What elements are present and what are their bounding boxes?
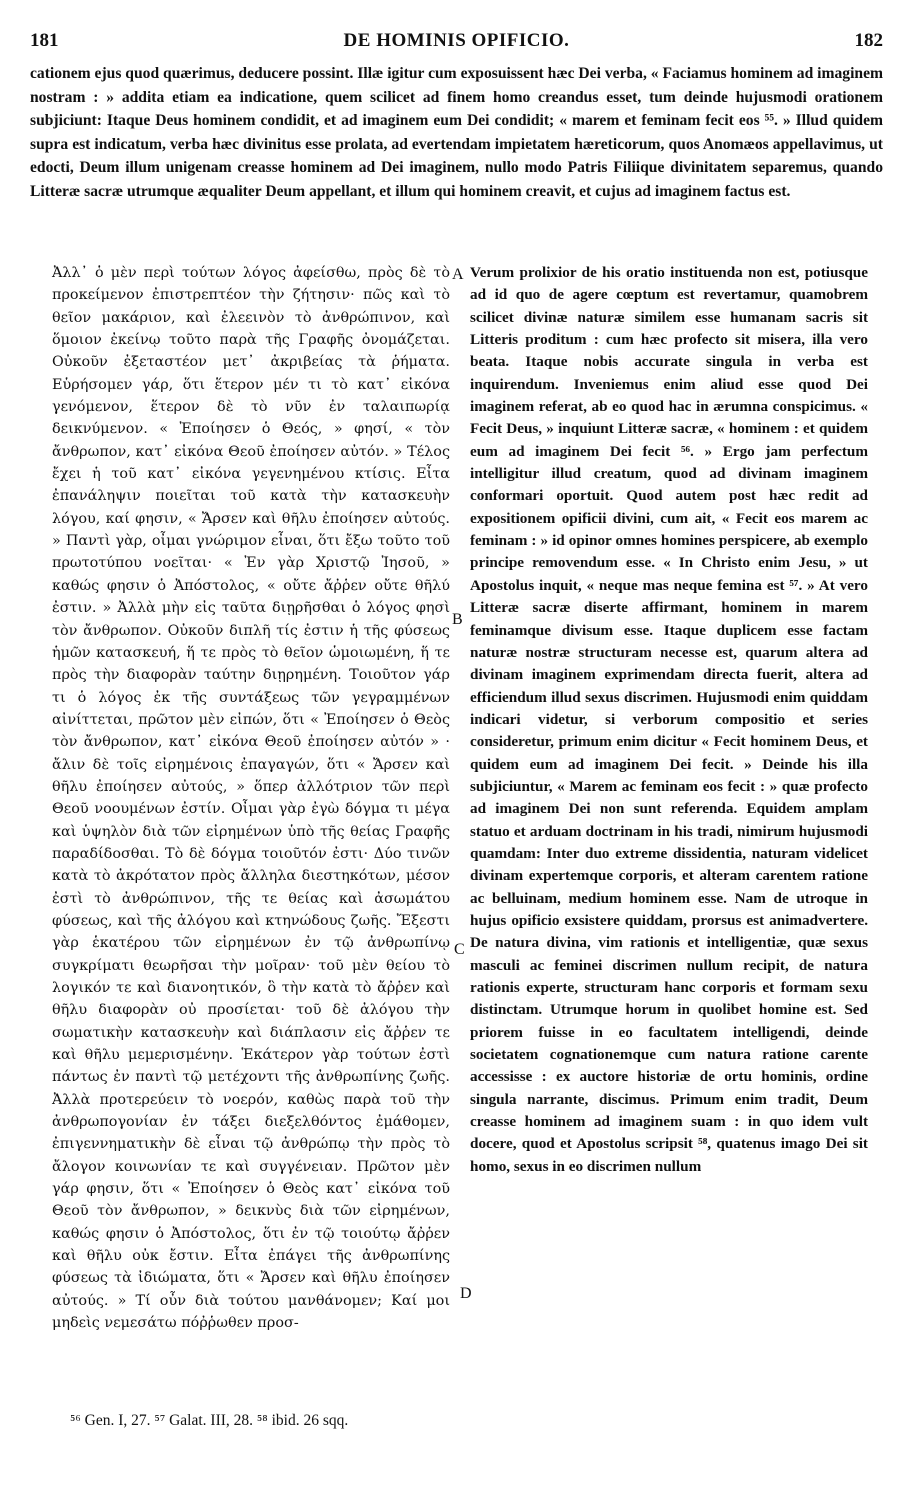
page-number-left: 181: [30, 30, 59, 51]
intro-paragraph: cationem ejus quod quærimus, deducere possint. Illæ igitur cum exposuissent hæc Dei verba, « Faciamus hominem ad imaginem nostram : » addita etiam ea indicatione, quem scilicet ad finem homo creandus esset, tum deinde hujusmodi orationem subjiciunt: Itaque Deus hominem condidit, et ad imaginem eum Dei condidit; « marem et feminam fecit eos ⁵⁵. » Illud quidem supra est indicatum, verba hæc divinitus esse prolata, ad evertendam impietatem hæreticorum, quos Anomæos appellavimus, ut edocti, Deum illum unigenam creasse hominem ad Dei imaginem, nullo modo Patris Filiique divinitatem separemus, quando Litteræ sacræ utrumque æqualiter Deum appellant, et illum qui hominem creavit, et cujus ad imaginem factus est.: [30, 65, 883, 200]
section-marker-a: A: [452, 266, 464, 283]
footnotes: ⁵⁶ Gen. I, 27. ⁵⁷ Galat. III, 28. ⁵⁸ ibid. 26 sqq.: [70, 1412, 349, 1429]
page-number-right: 182: [854, 30, 883, 51]
running-title: DE HOMINIS OPIFICIO.: [343, 30, 570, 51]
section-marker-c: C: [454, 941, 465, 958]
latin-column: Verum prolixior de his oratio instituenda non est, potiusque ad id quo de agere cœptum est revertamur, quamobrem scilicet divinæ naturæ similem esse humanam sacris sit Litteris proditum : cum hæc profecto sit misera, illa vero beata. Itaque nobis accurate singula in verba est inquirendum. Inveniemus enim aliud esse quod Dei imaginem referat, ab eo quod hac in ærumna conspicimus. « Fecit Deus, » inquiunt Litteræ sacræ, « hominem : et quidem eum ad imaginem Dei fecit ⁵⁶. » Ergo jam perfectum intelligitur illud creatum, quod ad divinam imaginem conformari oportuit. Quod autem post hæc redit ad expositionem opificii divini, cum ait, « Fecit eos marem ac feminam : » id opinor omnes homines perspicere, ab exemplo principe removendum esse. « In Christo enim Jesu, » ut Apostolus inquit, « neque mas neque femina est ⁵⁷. » At vero Litteræ sacræ diserte affirmant, hominem in marem feminamque divisum esse. Itaque duplicem esse factam naturæ nostræ structuram necesse est, quarum altera ad divinam imaginem exprimendam directa fuerit, altera ad efficiendum illud sexus discrimen. Hujusmodi enim quiddam indicari videtur, si verborum compositio et series consideretur, primum enim dicitur « Fecit hominem Deus, et quidem eum ad imaginem Dei fecit. » Deinde his illa subjiciuntur, « Marem ac feminam eos fecit : » quæ profecto ad imaginem Dei non sunt referenda. Equidem amplam statuo et arduam doctrinam in his tradi, nimirum hujusmodi quamdam: Inter duo extreme dissidentia, naturam videlicet divinam expertemque corporis, et alteram carentem ratione ac belluinam, medium hominem esse. Nam de utroque in hujus opificio exsistere quiddam, prorsus est animadvertere. De natura divina, vim rationis et intelligentiæ, quæ sexus masculi ac feminei discrimen nullum recipit, de natura rationis experte, structuram hanc corporis et formam sexu distinctam. Utrumque horum in quolibet homine est. Sed priorem fuisse in eo facultatem intelligendi, deinde societatem cognationemque cum natura ratione carente accessisse : ex auctore historiæ de ortu hominis, ordine singula narrante, discimus. Primum enim tradit, Deum creasse hominem ad imaginem suam : in quo idem vult docere, quod et Apostolus scripsit ⁵⁸, quatenus imago Dei sit homo, sexus in eo discrimen nullum: [470, 264, 868, 1175]
page-header: [30, 30, 883, 56]
section-marker-b: B: [452, 611, 463, 628]
greek-column: Ἀλλ᾽ ὁ μὲν περὶ τούτων λόγος ἀφείσθω, πρὸς δὲ τὸ προκείμενον ἐπιστρεπτέον τὴν ζήτησιν· πῶς καὶ τὸ θεῖον μακάριον, καὶ ἐλεεινὸν τὸ ἀνθρώπινον, καὶ ὅμοιον ἐκείνῳ τοῦτο παρὰ τῆς Γραφῆς ὀνομάζεται. Οὐκοῦν ἐξεταστέον μετ᾽ ἀκριβείας τὰ ῥήματα. Εὑρήσομεν γάρ, ὅτι ἕτερον μέν τι τὸ κατ᾽ εἰκόνα γενόμενον, ἕτερον δὲ τὸ νῦν ἐν ταλαιπωρίᾳ δεικνύμενον. « Ἐποίησεν ὁ Θεός, » φησί, « τὸν ἄνθρωπον, κατ᾽ εἰκόνα Θεοῦ ἐποίησεν αὐτόν. » Τέλος ἔχει ἡ τοῦ κατ᾽ εἰκόνα γεγενημένου κτίσις. Εἶτα ἐπανάληψιν ποιεῖται τοῦ κατὰ τὴν κατασκευὴν λόγου, καί φησιν, « Ἄρσεν καὶ θῆλυ ἐποίησεν αὐτούς. » Παντὶ γὰρ, οἶμαι γνώριμον εἶναι, ὅτι ἔξω τοῦτο τοῦ πρωτοτύπου νοεῖται· « Ἐν γὰρ Χριστῷ Ἰησοῦ, » καθώς φησιν ὁ Ἀπόστολος, « οὔτε ἄῤῥεν οὔτε θῆλύ ἐστιν. » Ἀλλὰ μὴν εἰς ταῦτα διῃρῆσθαι ὁ λόγος φησὶ τὸν ἄνθρωπον. Οὐκοῦν διπλῆ τίς ἐστιν ἡ τῆς φύσεως ἡμῶν κατασκευή, ἥ τε πρὸς τὸ θεῖον ὡμοιωμένη, ἥ τε πρὸς τὴν διαφορὰν ταύτην διῃρημένη. Τοιοῦτον γάρ τι ὁ λόγος ἐκ τῆς συντάξεως τῶν γεγραμμένων αἰνίττεται, πρῶτον μὲν εἰπών, ὅτι « Ἐποίησεν ὁ Θεὸς τὸν ἄνθρωπον, κατ᾽ εἰκόνα Θεοῦ ἐποίησεν αὐτόν » · ἄλιν δὲ τοῖς εἰρημένοις ἐπαγαγών, ὅτι « Ἄρσεν καὶ θῆλυ ἐποίησεν αὐτούς, » ὅπερ ἀλλότριον τῶν περὶ Θεοῦ νοουμένων ἐστίν. Οἶμαι γὰρ ἐγὼ δόγμα τι μέγα καὶ ὑψηλὸν διὰ τῶν εἰρημένων ὑπὸ τῆς θείας Γραφῆς παραδίδοσθαι. Τὸ δὲ δόγμα τοιοῦτόν ἐστι· Δύο τινῶν κατὰ τὸ ἀκρότατον πρὸς ἄλληλα διεστηκότων, μέσον ἐστὶ τὸ ἀνθρώπινον, τῆς τε θείας καὶ ἀσωμάτου φύσεως, καὶ τῆς ἀλόγου καὶ κτηνώδους ζωῆς. Ἔξεστι γὰρ ἑκατέρου τῶν εἰρημένων ἐν τῷ ἀνθρωπίνῳ συγκρίματι θεωρῆσαι τὴν μοῖραν· τοῦ μὲν θείου τὸ λογικόν τε καὶ διανοητικόν, ὃ τὴν κατὰ τὸ ἄῤῥεν καὶ θῆλυ διαφορὰν οὐ προσίεται· τοῦ δὲ ἀλόγου τὴν σωματικὴν κατασκευὴν καὶ διάπλασιν εἰς ἄῤῥεν τε καὶ θῆλυ μεμερισμένην. Ἑκάτερον γὰρ τούτων ἐστὶ πάντως ἐν παντὶ τῷ μετέχοντι τῆς ἀνθρωπίνης ζωῆς. Ἀλλὰ προτερεύειν τὸ νοερόν, καθὼς παρὰ τοῦ τὴν ἀνθρωπογονίαν ἐν τάξει διεξελθόντος ἐμάθομεν, ἐπιγεννηματικὴν δὲ εἶναι τῷ ἀνθρώπῳ τὴν πρὸς τὸ ἄλογον κοινωνίαν τε καὶ συγγένειαν. Πρῶτον μὲν γάρ φησιν, ὅτι « Ἐποίησεν ὁ Θεὸς κατ᾽ εἰκόνα τοῦ Θεοῦ τὸν ἄνθρωπον, » δεικνὺς διὰ τῶν εἰρημένων, καθώς φησιν ὁ Ἀπόστολος, ὅτι ἐν τῷ τοιούτῳ ἄῤῥεν καὶ θῆλυ οὐκ ἔστιν. Εἶτα ἐπάγει τῆς ἀνθρωπίνης φύσεως τὰ ἰδιώματα, ὅτι « Ἄρσεν καὶ θῆλυ ἐποίησεν αὐτούς. » Τί οὖν διὰ τούτου μανθάνομεν; Καί μοι μηδεὶς νεμεσάτω πόῤῥωθεν προσ-: [52, 265, 450, 1332]
section-marker-d: D: [460, 1285, 472, 1302]
